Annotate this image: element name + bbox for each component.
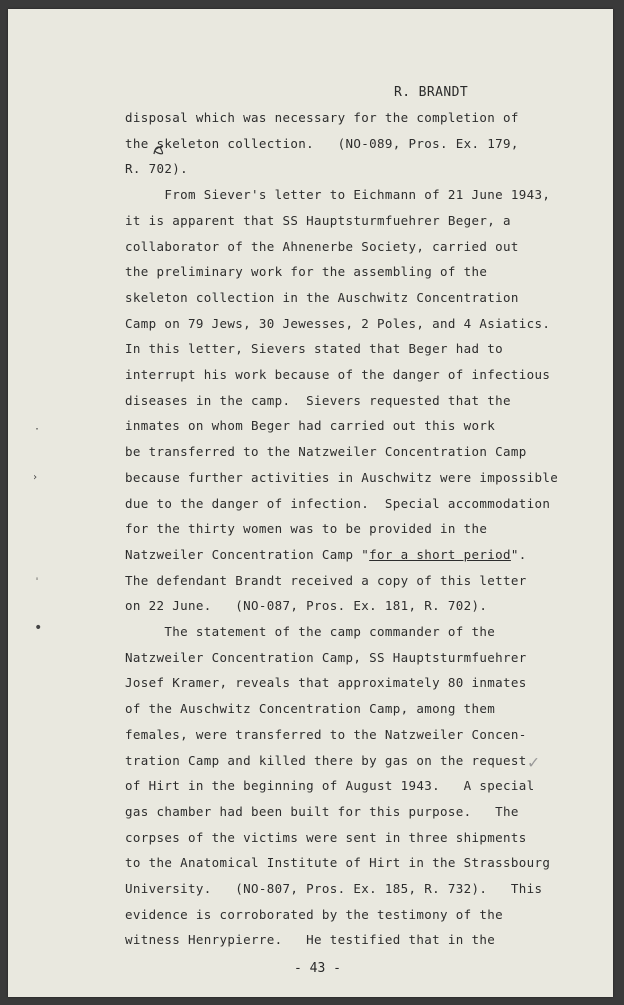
handwritten-scribble-icon <box>152 143 166 157</box>
line-segment: tration Camp and killed there by gas on the request <box>125 752 527 768</box>
text-line <box>125 393 511 408</box>
text-line <box>125 187 550 202</box>
line-segment: The statement of the camp commander of the <box>125 624 496 639</box>
text-line <box>125 804 519 819</box>
text-line <box>125 470 558 485</box>
text-line <box>125 418 495 433</box>
document-page <box>8 9 613 997</box>
text-line <box>125 907 503 922</box>
line-segment: gas chamber had been built for this purpose. The <box>125 803 519 819</box>
text-line <box>125 855 550 870</box>
line-segment: interrupt his work because of the danger of infectious <box>125 367 551 382</box>
line-segment: The defendant Brandt received a copy of this letter <box>125 572 527 588</box>
line-segment: Camp on 79 Jews, 30 Jewesses, 2 Poles, and 4 Asiatics. <box>125 315 551 331</box>
line-segment: skeleton collection in the Auschwitz Concentration <box>125 289 519 305</box>
line-segment: be transferred to the Natzweiler Concentration Camp <box>125 444 527 460</box>
running-header: R. BRANDT <box>394 85 469 100</box>
line-segment: evidence is corroborated by the testimony of the <box>125 906 504 922</box>
text-line <box>125 367 550 382</box>
margin-mark-icon: • <box>34 620 43 636</box>
text-line <box>125 264 487 279</box>
text-line <box>125 701 495 716</box>
line-segment: Natzweiler Concentration Camp " <box>125 546 370 562</box>
line-segment: R. 702). <box>125 161 189 177</box>
text-line <box>125 573 527 588</box>
text-line <box>125 496 550 511</box>
line-segment: of the Auschwitz Concentration Camp, among them <box>125 701 496 717</box>
line-segment: females, were transferred to the Natzweiler Concen- <box>125 726 527 742</box>
line-segment: on 22 June. (NO-087, Pros. Ex. 181, R. 702). <box>125 598 488 614</box>
line-segment: for the thirty women was to be provided in the <box>125 521 488 537</box>
document-body <box>8 9 613 997</box>
text-line <box>125 316 550 331</box>
text-line <box>125 161 188 176</box>
line-segment: diseases in the camp. Sievers requested that the <box>125 392 511 408</box>
text-line <box>125 136 519 151</box>
line-segment: In this letter, Sievers stated that Beger had to <box>125 341 504 357</box>
text-line <box>125 675 527 690</box>
line-segment: because further activities in Auschwitz were impossible <box>125 469 559 485</box>
checkmark-icon: ✓ <box>528 752 539 773</box>
text-line <box>125 830 527 845</box>
line-segment: Josef Kramer, reveals that approximately 80 inmates <box>125 675 527 691</box>
margin-mark-icon: · <box>34 424 41 435</box>
margin-mark-icon: ˈ <box>34 577 41 588</box>
line-segment: witness Henrypierre. He testified that in the <box>125 932 496 948</box>
line-segment: collaborator of the Ahnenerbe Society, carried out <box>125 238 519 254</box>
text-line <box>125 290 519 305</box>
text-line <box>125 753 527 768</box>
text-line <box>125 239 519 254</box>
line-segment: disposal which was necessary for the completion of <box>125 110 519 125</box>
line-segment: corpses of the victims were sent in three shipments <box>125 829 527 845</box>
page-number: - 43 - <box>294 961 341 976</box>
line-segment: From Siever's letter to Eichmann of 21 June 1943, <box>125 187 551 203</box>
text-line <box>125 213 511 228</box>
text-line <box>125 444 527 459</box>
text-line <box>125 598 487 613</box>
line-segment: it is apparent that SS Hauptsturmfuehrer Beger, a <box>125 212 511 228</box>
line-segment: University. (NO-807, Pros. Ex. 185, R. 732). This <box>125 881 543 896</box>
line-segment: the skeleton collection. (NO-089, Pros. Ex. 179, <box>125 135 519 151</box>
line-segment: Natzweiler Concentration Camp, SS Hauptsturmfuehrer <box>125 649 527 665</box>
line-segment: inmates on whom Beger had carried out this work <box>125 418 496 434</box>
margin-mark-icon: › <box>32 472 39 483</box>
text-line <box>125 727 527 742</box>
line-segment: due to the danger of infection. Special accommodation <box>125 495 551 511</box>
line-segment: of Hirt in the beginning of August 1943. A special <box>125 778 535 794</box>
text-line <box>125 521 487 536</box>
text-line <box>125 932 495 947</box>
line-segment: the preliminary work for the assembling of the <box>125 264 488 280</box>
text-line <box>125 881 542 896</box>
text-line <box>125 547 527 562</box>
text-line <box>125 650 527 665</box>
text-line <box>125 778 535 793</box>
underlined-phrase: for a short period <box>369 546 511 562</box>
line-segment: to the Anatomical Institute of Hirt in the Strassbourg <box>125 855 551 871</box>
text-line <box>125 110 519 125</box>
text-line <box>125 341 503 356</box>
line-segment: ". <box>510 546 527 562</box>
text-line <box>125 624 495 639</box>
